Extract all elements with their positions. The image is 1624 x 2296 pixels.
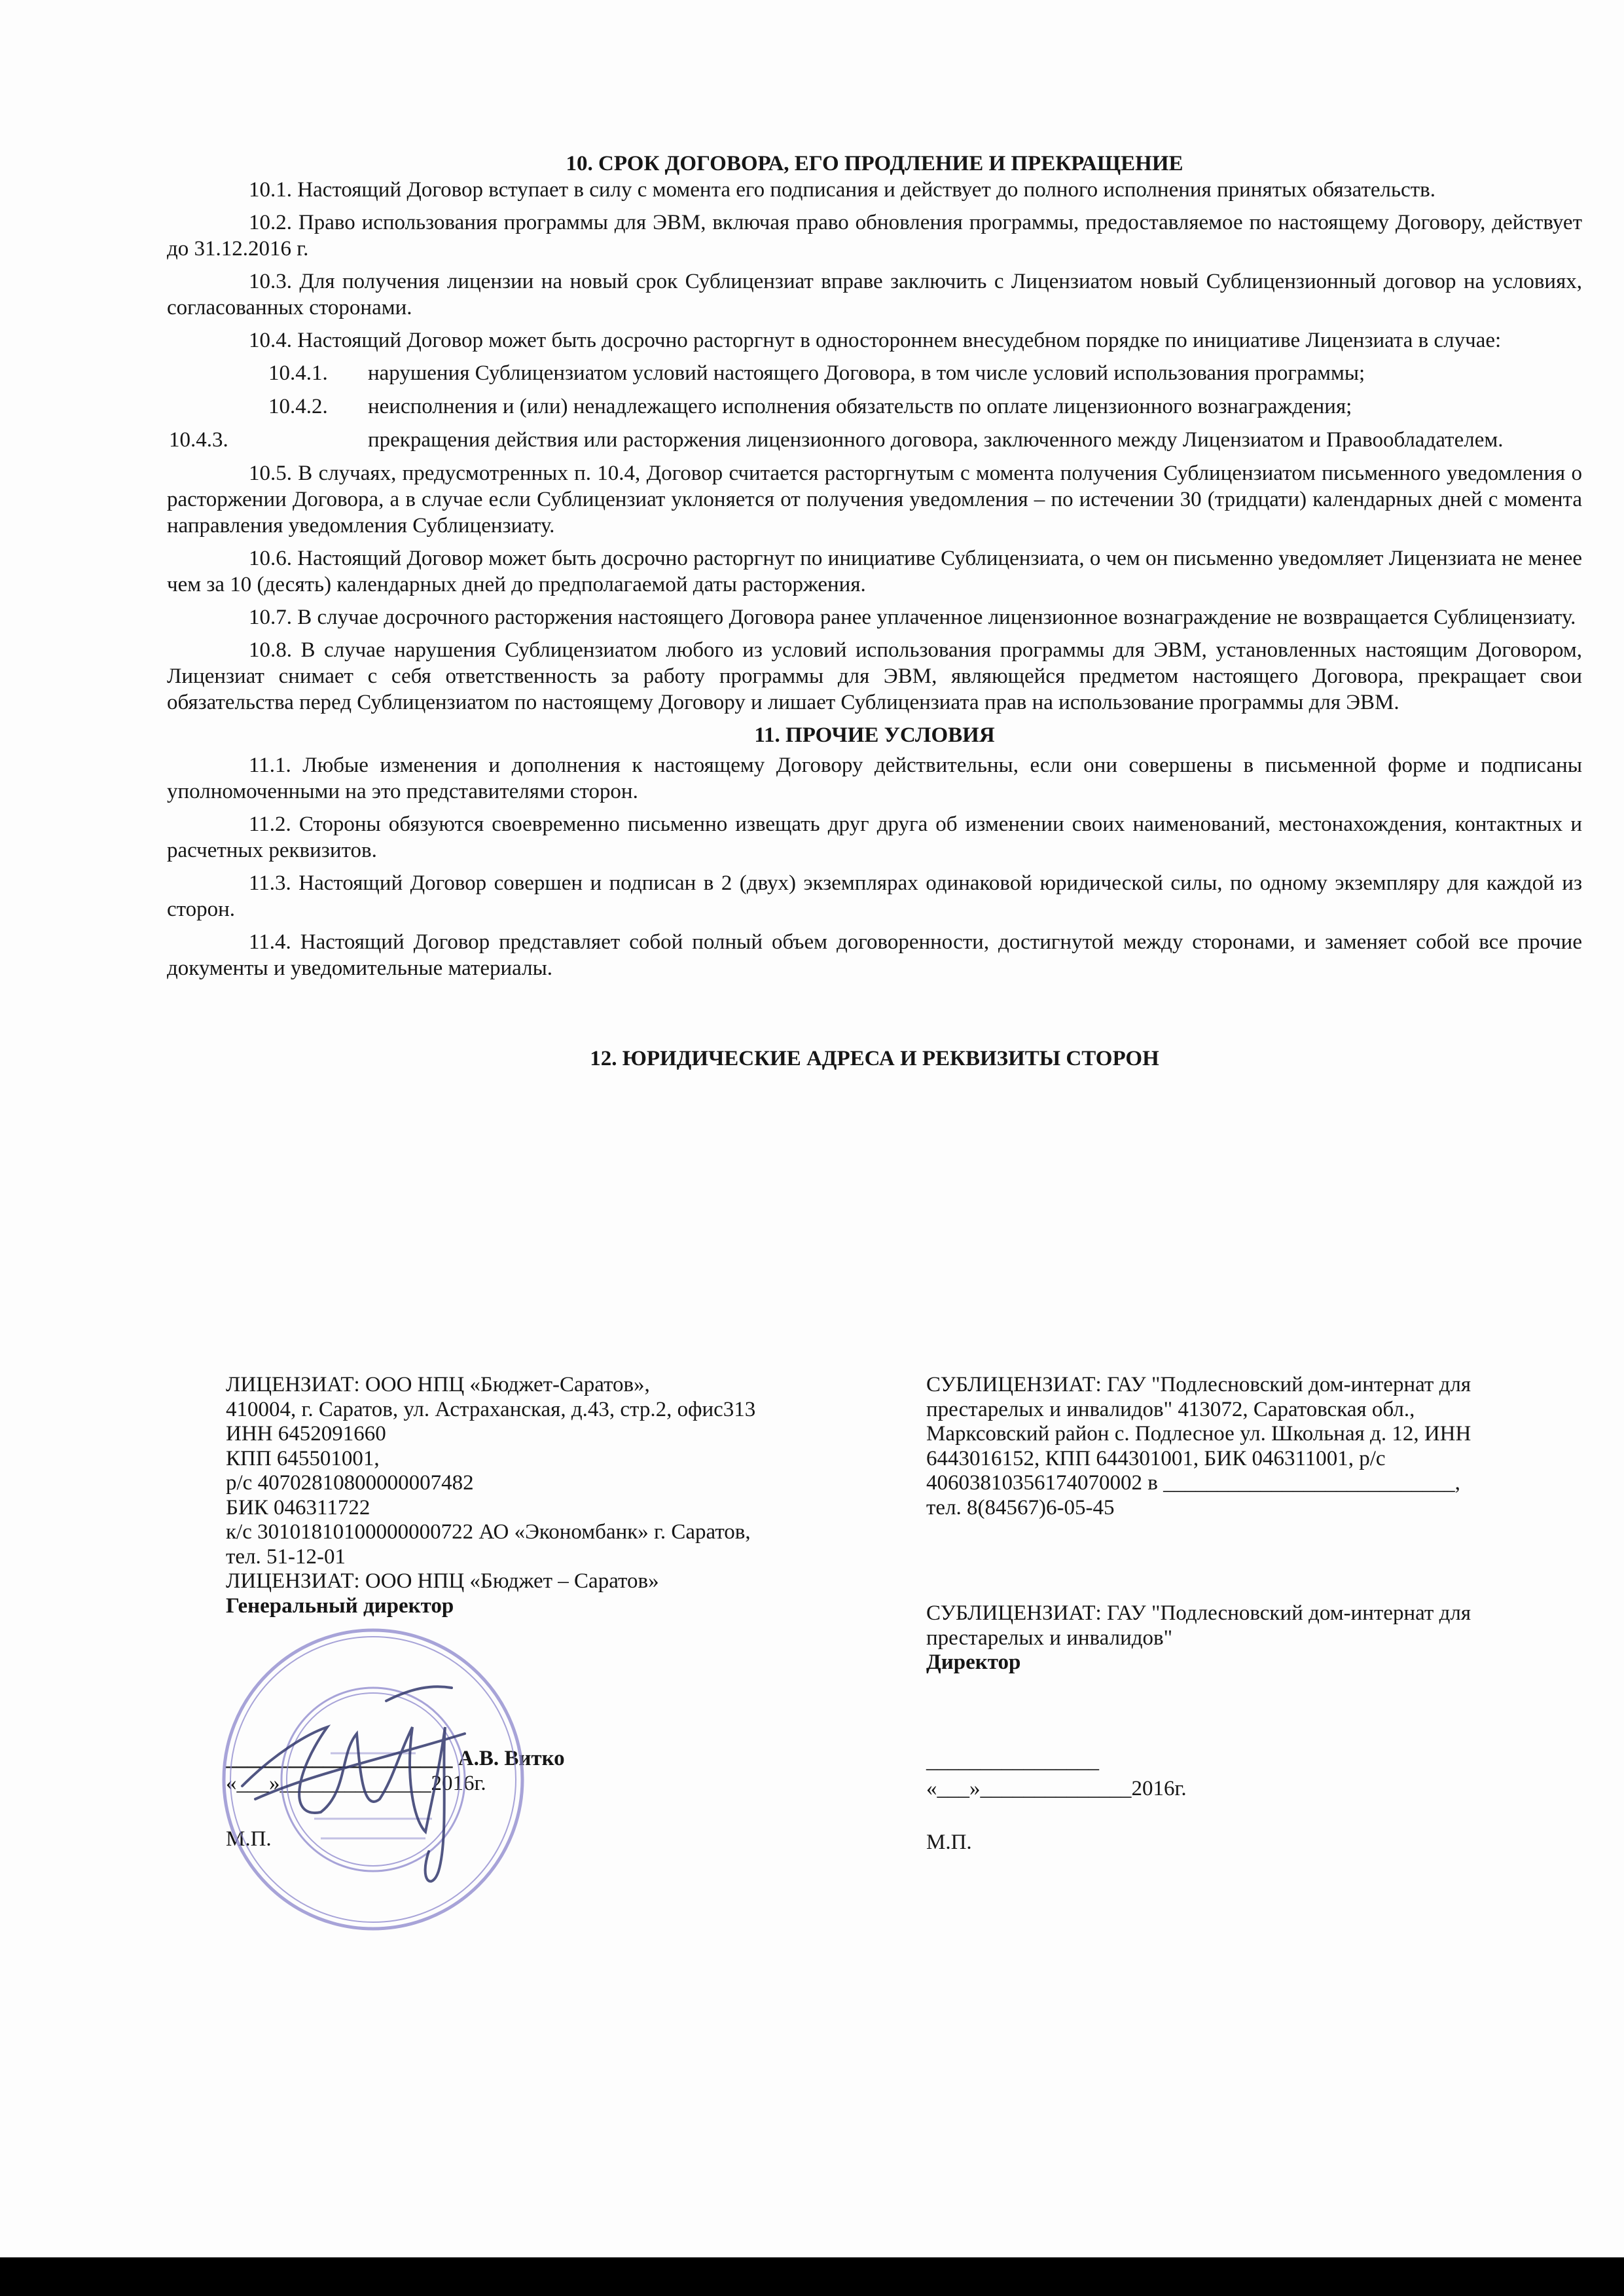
sublicensee-requisites [926, 1373, 1471, 1520]
licensee-sign-name: ЛИЦЕНЗИАТ: ООО НПЦ «Бюджет – Саратов» [226, 1569, 659, 1593]
sublicensee-line: Марксовский район с. Подлесное ул. Школьная д. 12, ИНН [926, 1422, 1471, 1446]
document-body [167, 151, 1582, 1072]
clause-10-4-2: 10.4.2. неисполнения и (или) ненадлежащего исполнения обязательств по оплате лицензионного вознаграждения; [268, 395, 1352, 418]
licensee-seal-label: М.П. [226, 1827, 272, 1851]
licensee-requisites [226, 1373, 755, 1618]
sublicensee-line: престарелых и инвалидов" 413072, Саратовская обл., [926, 1397, 1415, 1421]
clause-11-1: 11.1. Любые изменения и дополнения к настоящему Договору действительны, если они совершены в письменной форме и подписаны уполномоченными на это представителями сторон. [167, 754, 1582, 803]
clause-10-4-1: 10.4.1. нарушения Сублицензиатом условий настоящего Договора, в том числе условий использования программы; [268, 361, 1365, 385]
licensee-line: 410004, г. Саратов, ул. Астраханская, д.43, стр.2, офис313 [226, 1397, 756, 1421]
licensee-line: ИНН 6452091660 [226, 1422, 386, 1446]
licensee-signature: _____________________ А.В. Витко [226, 1747, 565, 1770]
round-seal-icon [216, 1622, 530, 1937]
clause-10-2: 10.2. Право использования программы для ЭВМ, включая право обновления программы, предоставляемое по настоящему Договору, действует до 31.12.2016 г. [167, 211, 1582, 261]
clause-10-6: 10.6. Настоящий Договор может быть досрочно расторгнут по инициативе Сублицензиата, о чем он письменно уведомляет Лицензиата не менее чем за 10 (десять) календарных дней до предполагаемой даты расторжения. [167, 547, 1582, 596]
licensee-line: тел. 51-12-01 [226, 1544, 346, 1569]
clause-10-4-3: 10.4.3. прекращения действия или расторжения лицензионного договора, заключенного между Лицензиатом и Правообладателем. [169, 428, 1504, 452]
sublicensee-signature-block [926, 1601, 1471, 1675]
licensee-sign-position: Генеральный директор [226, 1594, 454, 1618]
licensee-date: «___»______________2016г. [226, 1771, 486, 1795]
sublicensee-line: СУБЛИЦЕНЗИАТ: ГАУ "Подлесновский дом-интернат для [926, 1373, 1471, 1396]
section-11-title: 11. ПРОЧИЕ УСЛОВИЯ [754, 723, 995, 747]
licensee-line: к/с 30101810100000000722 АО «Экономбанк» г. Саратов, [226, 1520, 751, 1544]
clause-10-3: 10.3. Для получения лицензии на новый срок Сублицензиат вправе заключить с Лицензиатом новый Сублицензионный договор на условиях, согласованных сторонами. [167, 270, 1582, 319]
sublicensee-signature-line: ________________ [926, 1749, 1099, 1773]
clause-11-3: 11.3. Настоящий Договор совершен и подписан в 2 (двух) экземплярах одинаковой юридической силы, по одному экземпляру для каждой из сторон. [167, 871, 1582, 921]
section-12-title: 12. ЮРИДИЧЕСКИЕ АДРЕСА И РЕКВИЗИТЫ СТОРОН [590, 1047, 1159, 1070]
sublicensee-sign-position: Директор [926, 1650, 1021, 1674]
clause-10-4: 10.4. Настоящий Договор может быть досрочно расторгнут в одностороннем внесудебном порядке по инициативе Лицензиата в случае: [249, 329, 1502, 352]
licensee-line: р/с 40702810800000007482 [226, 1471, 474, 1495]
clause-10-7: 10.7. В случае досрочного расторжения настоящего Договора ранее уплаченное лицензионное вознаграждение не возвращается Сублицензиату. [249, 606, 1576, 629]
sublicensee-line: 40603810356174070002 в ___________________________, [926, 1471, 1460, 1495]
clause-11-2: 11.2. Стороны обязуются своевременно письменно извещать друг друга об изменении своих наименований, местонахождения, контактных и расчетных реквизитов. [167, 812, 1582, 862]
clause-10-8: 10.8. В случае нарушения Сублицензиатом любого из условий использования программы для ЭВМ, установленных настоящим Договором, Лицензиат снимает с себя ответственность за работу программы для ЭВМ, являющейся предметом настоящего Договора, прекращает свои обязательства перед Сублицензиатом по настоящему Договору и лишает Сублицензиата прав на использование программы для ЭВМ. [167, 638, 1582, 714]
clause-10-5: 10.5. В случаях, предусмотренных п. 10.4, Договор считается расторгнутым с момента получения Сублицензиатом письменного уведомления о расторжении Договора, а в случае если Сублицензиат уклоняется от получения уведомления – по истечении 30 (тридцати) календарных дней с момента направления уведомления Сублицензиату. [167, 462, 1582, 538]
sublicensee-seal-label: М.П. [926, 1831, 972, 1854]
sublicensee-line: 6443016152, КПП 644301001, БИК 046311001, р/с [926, 1446, 1386, 1470]
sublicensee-date: «___»______________2016г. [926, 1777, 1187, 1800]
licensee-line: БИК 046311722 [226, 1495, 370, 1520]
clause-10-1: 10.1. Настоящий Договор вступает в силу с момента его подписания и действует до полного исполнения принятых обязательств. [249, 178, 1435, 202]
sublicensee-sign-name: СУБЛИЦЕНЗИАТ: ГАУ "Подлесновский дом-интернат для [926, 1601, 1471, 1625]
clause-11-4: 11.4. Настоящий Договор представляет собой полный объем договоренности, достигнутой между сторонами, и заменяет собой все прочие документы и уведомительные материалы. [167, 930, 1582, 980]
sublicensee-line: тел. 8(84567)6-05-45 [926, 1495, 1115, 1520]
sublicensee-sign-name: престарелых и инвалидов" [926, 1626, 1173, 1650]
licensee-line: КПП 645501001, [226, 1446, 380, 1470]
licensee-line: ЛИЦЕНЗИАТ: ООО НПЦ «Бюджет-Саратов», [226, 1373, 650, 1396]
scan-border [0, 2257, 1624, 2296]
section-10-title: 10. СРОК ДОГОВОРА, ЕГО ПРОДЛЕНИЕ И ПРЕКРАЩЕНИЕ [566, 152, 1183, 175]
